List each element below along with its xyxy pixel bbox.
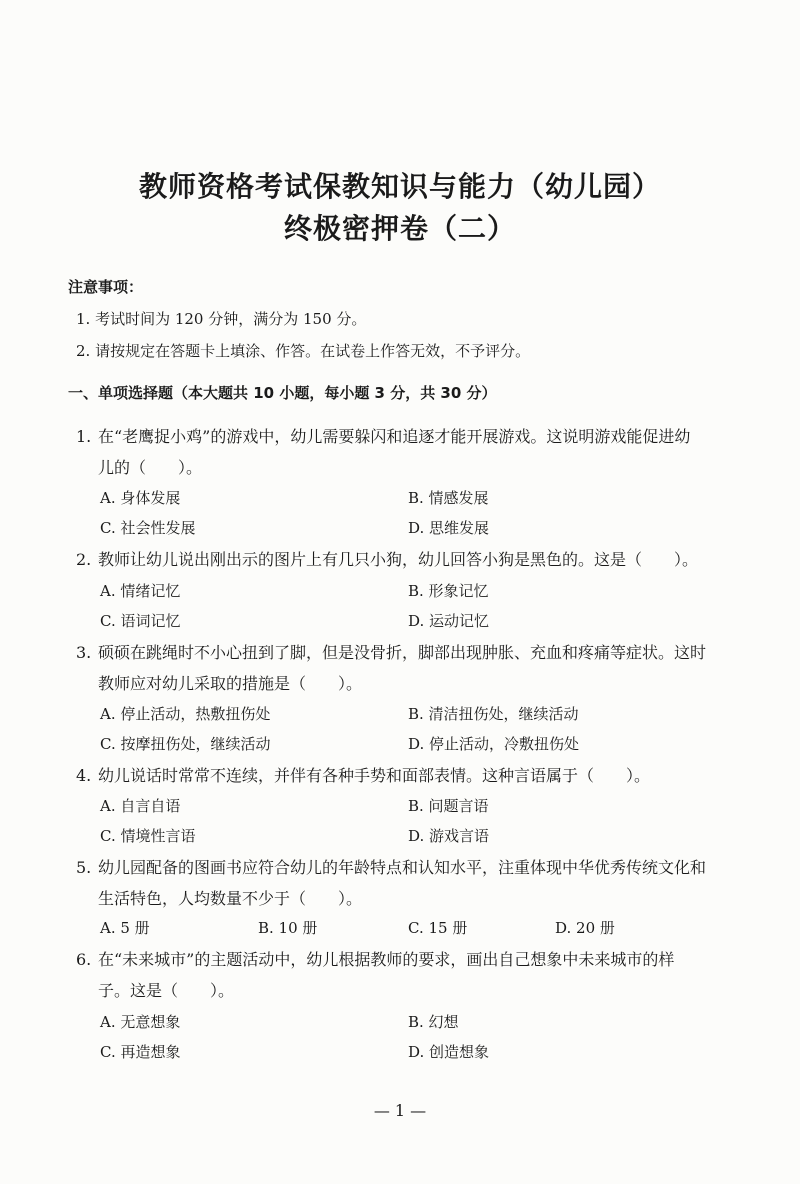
option-a: A. 停止活动，热敷扭伤处 <box>100 705 271 723</box>
notice-item: 1. 考试时间为 120 分钟，满分为 150 分。 <box>76 310 367 328</box>
option-b: B. 情感发展 <box>408 489 489 507</box>
question-text-continued: 教师应对幼儿采取的措施是（ ）。 <box>98 674 363 693</box>
option-a: A. 身体发展 <box>100 489 181 507</box>
option-a: A. 情绪记忆 <box>100 582 181 600</box>
option-b: B. 幻想 <box>408 1013 459 1031</box>
option-b: B. 清洁扭伤处，继续活动 <box>408 705 579 723</box>
option-d: D. 创造想象 <box>408 1043 490 1061</box>
question-number: 2. <box>76 550 92 569</box>
question-text: 幼儿园配备的图画书应符合幼儿的年龄特点和认知水平，注重体现中华优秀传统文化和 <box>98 858 707 877</box>
option-d: D. 游戏言语 <box>408 827 490 845</box>
option-d: D. 20 册 <box>555 919 615 937</box>
question-text-continued: 生活特色，人均数量不少于（ ）。 <box>98 889 363 908</box>
notice-item: 2. 请按规定在答题卡上填涂、作答。在试卷上作答无效，不予评分。 <box>76 342 531 360</box>
question-text: 硕硕在跳绳时不小心扭到了脚，但是没骨折，脚部出现肿胀、充血和疼痛等症状。这时 <box>98 643 707 662</box>
exam-title: 教师资格考试保教知识与能力（幼儿园） <box>138 170 661 203</box>
option-d: D. 运动记忆 <box>408 612 490 630</box>
question-text: 教师让幼儿说出刚出示的图片上有几只小狗，幼儿回答小狗是黑色的。这是（ ）。 <box>98 550 699 569</box>
question-text: 幼儿说话时常常不连续，并伴有各种手势和面部表情。这种言语属于（ ）。 <box>98 766 651 785</box>
question-text: 在“未来城市”的主题活动中，幼儿根据教师的要求，画出自己想象中未来城市的样 <box>98 950 675 969</box>
question-6 <box>76 944 736 1006</box>
question-text-continued: 子。这是（ ）。 <box>98 981 235 1000</box>
option-c: C. 按摩扭伤处，继续活动 <box>100 735 271 753</box>
question-number: 1. <box>76 427 92 446</box>
section-heading: 一、单项选择题（本大题共 10 小题，每小题 3 分，共 30 分） <box>68 384 497 402</box>
option-a: A. 5 册 <box>100 919 150 937</box>
question-1 <box>76 421 736 483</box>
question-4 <box>76 760 736 791</box>
option-d: D. 思维发展 <box>408 519 490 537</box>
question-text-continued: 儿的（ ）。 <box>98 458 203 477</box>
option-c: C. 社会性发展 <box>100 519 196 537</box>
option-c: C. 再造想象 <box>100 1043 181 1061</box>
question-2 <box>76 544 736 575</box>
question-number: 6. <box>76 950 92 969</box>
option-b: B. 问题言语 <box>408 797 489 815</box>
question-number: 4. <box>76 766 92 785</box>
option-a: A. 自言自语 <box>100 797 181 815</box>
question-5 <box>76 852 736 914</box>
question-number: 3. <box>76 643 92 662</box>
option-c: C. 15 册 <box>408 919 468 937</box>
option-b: B. 形象记忆 <box>408 582 489 600</box>
option-c: C. 情境性言语 <box>100 827 196 845</box>
page-number: — 1 — <box>373 1101 427 1120</box>
notice-heading: 注意事项： <box>68 278 144 296</box>
option-d: D. 停止活动，冷敷扭伤处 <box>408 735 580 753</box>
option-b: B. 10 册 <box>258 919 318 937</box>
question-number: 5. <box>76 858 92 877</box>
option-c: C. 语词记忆 <box>100 612 181 630</box>
question-text: 在“老鹰捉小鸡”的游戏中，幼儿需要躲闪和追逐才能开展游戏。这说明游戏能促进幼 <box>98 427 691 446</box>
exam-subtitle: 终极密押卷（二） <box>283 212 516 245</box>
question-3 <box>76 637 736 699</box>
option-a: A. 无意想象 <box>100 1013 181 1031</box>
